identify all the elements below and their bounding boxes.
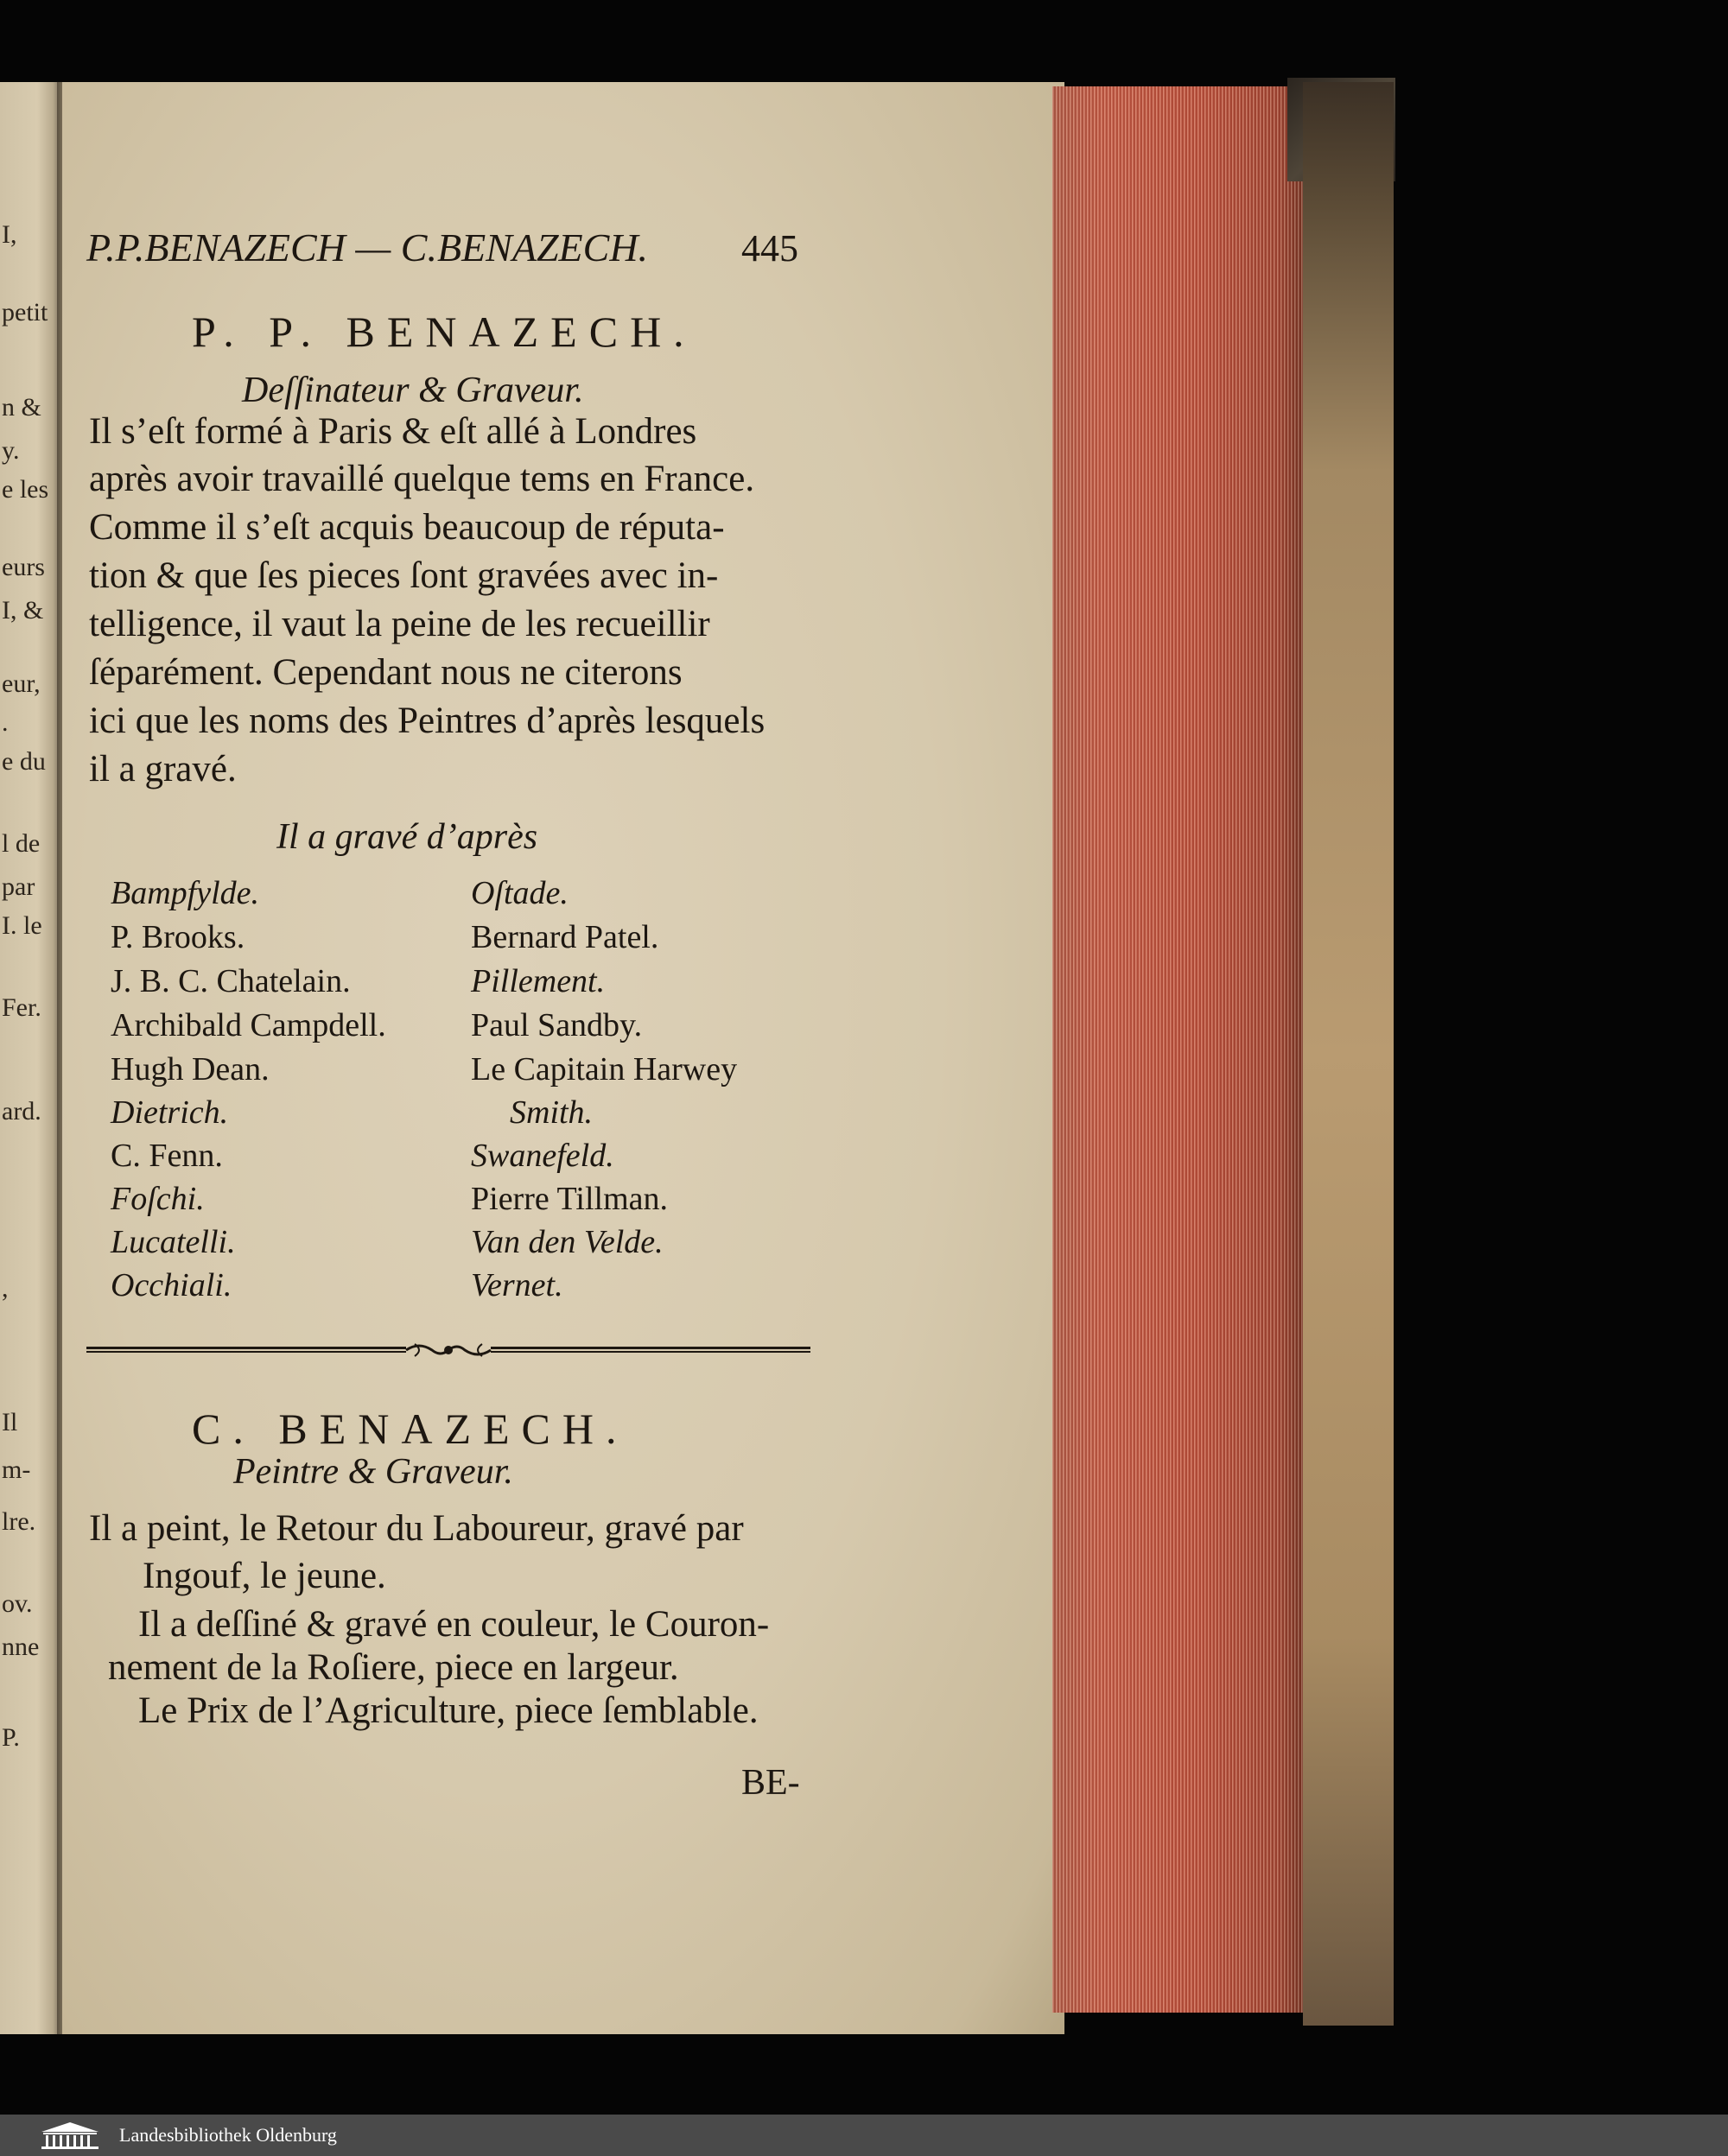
paragraph-line: ſéparément. Cependant nous ne citerons (89, 652, 683, 693)
paragraph-line: Il a peint, le Retour du Laboureur, gravé par (89, 1508, 744, 1549)
section-subtitle: Deſſinateur & Graveur. (242, 371, 584, 410)
paragraph-line: Il a deſſiné & gravé en couleur, le Couron- (138, 1604, 770, 1645)
ornamental-divider (86, 1341, 810, 1360)
paragraph-line: Ingouf, le jeune. (143, 1556, 386, 1596)
left-fragment: Fer. (2, 993, 41, 1022)
paragraph-line: Le Prix de l’Agriculture, piece ſemblable. (138, 1690, 759, 1731)
left-fragment: ard. (2, 1097, 41, 1126)
artist-name: Smith. (510, 1094, 594, 1131)
artist-name: Hugh Dean. (111, 1051, 270, 1088)
paragraph-line: Comme il s’eſt acquis beaucoup de réputa- (89, 507, 725, 548)
library-name: Landesbibliothek Oldenburg (119, 2124, 337, 2146)
artist-name: J. B. C. Chatelain. (111, 963, 351, 999)
artist-name: Vernet. (471, 1267, 563, 1303)
artist-name: Foſchi. (111, 1181, 205, 1217)
artist-name: Pierre Tillman. (471, 1181, 669, 1217)
left-fragment: l de (2, 829, 41, 858)
artist-name: Van den Velde. (471, 1224, 664, 1260)
left-fragment: ov. (2, 1589, 33, 1618)
running-head: P.P.BENAZECH — C.BENAZECH. (86, 225, 649, 270)
artist-name: Lucatelli. (111, 1224, 236, 1260)
artist-name: P. Brooks. (111, 919, 245, 955)
library-building-icon (38, 2120, 102, 2151)
left-fragment: eurs (2, 553, 45, 581)
artist-name: Oſtade. (471, 875, 569, 911)
paragraph-line: nement de la Roſiere, piece en largeur. (108, 1647, 679, 1688)
left-fragment: y. (2, 436, 20, 465)
footer-bar (0, 2115, 1728, 2156)
page-edges (1052, 86, 1303, 2013)
artist-name: Bampfylde. (111, 875, 260, 911)
left-fragment: m- (2, 1455, 31, 1484)
paragraph-line: telligence, il vaut la peine de les recueillir (89, 604, 710, 644)
left-fragment: par (2, 872, 35, 901)
paragraph-line: il a gravé. (89, 749, 237, 789)
left-fragment: e du (2, 747, 46, 776)
left-fragment: I, & (2, 596, 44, 625)
paragraph-line: après avoir travaillé quelque tems en France. (89, 459, 755, 499)
artist-name: Archibald Campdell. (111, 1007, 386, 1043)
left-fragment: n & (2, 393, 41, 422)
paragraph-line: Il s’eſt formé à Paris & eſt allé à Londres (89, 411, 697, 452)
artist-name: Bernard Patel. (471, 919, 659, 955)
left-fragment: nne (2, 1633, 40, 1661)
page-number: 445 (741, 227, 798, 270)
left-fragment: I, (2, 220, 17, 249)
artist-name: Dietrich. (111, 1094, 229, 1131)
artist-name: Pillement. (471, 963, 606, 999)
left-fragment: lre. (2, 1507, 36, 1536)
section-title: C. BENAZECH. (192, 1405, 629, 1453)
left-fragment: e les (2, 475, 49, 504)
left-fragment: . (2, 708, 9, 737)
artist-name: Swanefeld. (471, 1138, 614, 1174)
left-fragment: P. (2, 1723, 20, 1752)
artist-name: Le Capitain Harwey (471, 1051, 738, 1088)
left-fragment: I. le (2, 911, 42, 940)
catchword: BE- (741, 1763, 800, 1803)
paragraph-line: tion & que ſes pieces ſont gravées avec in- (89, 555, 719, 596)
artist-name: C. Fenn. (111, 1138, 223, 1174)
list-heading: Il a gravé d’après (276, 817, 538, 857)
left-fragment: Il (2, 1408, 18, 1436)
book-cover (1303, 82, 1394, 2026)
left-fragment: petit (2, 298, 48, 327)
section-subtitle: Peintre & Graveur. (233, 1452, 513, 1492)
left-fragment: , (2, 1274, 9, 1303)
section-title: P. P. BENAZECH. (192, 308, 696, 356)
left-page-fragment (0, 82, 62, 2034)
paragraph-line: ici que les noms des Peintres d’après lesquels (89, 701, 766, 741)
artist-name: Occhiali. (111, 1267, 232, 1303)
left-fragment: eur, (2, 669, 41, 698)
artist-name: Paul Sandby. (471, 1007, 643, 1043)
